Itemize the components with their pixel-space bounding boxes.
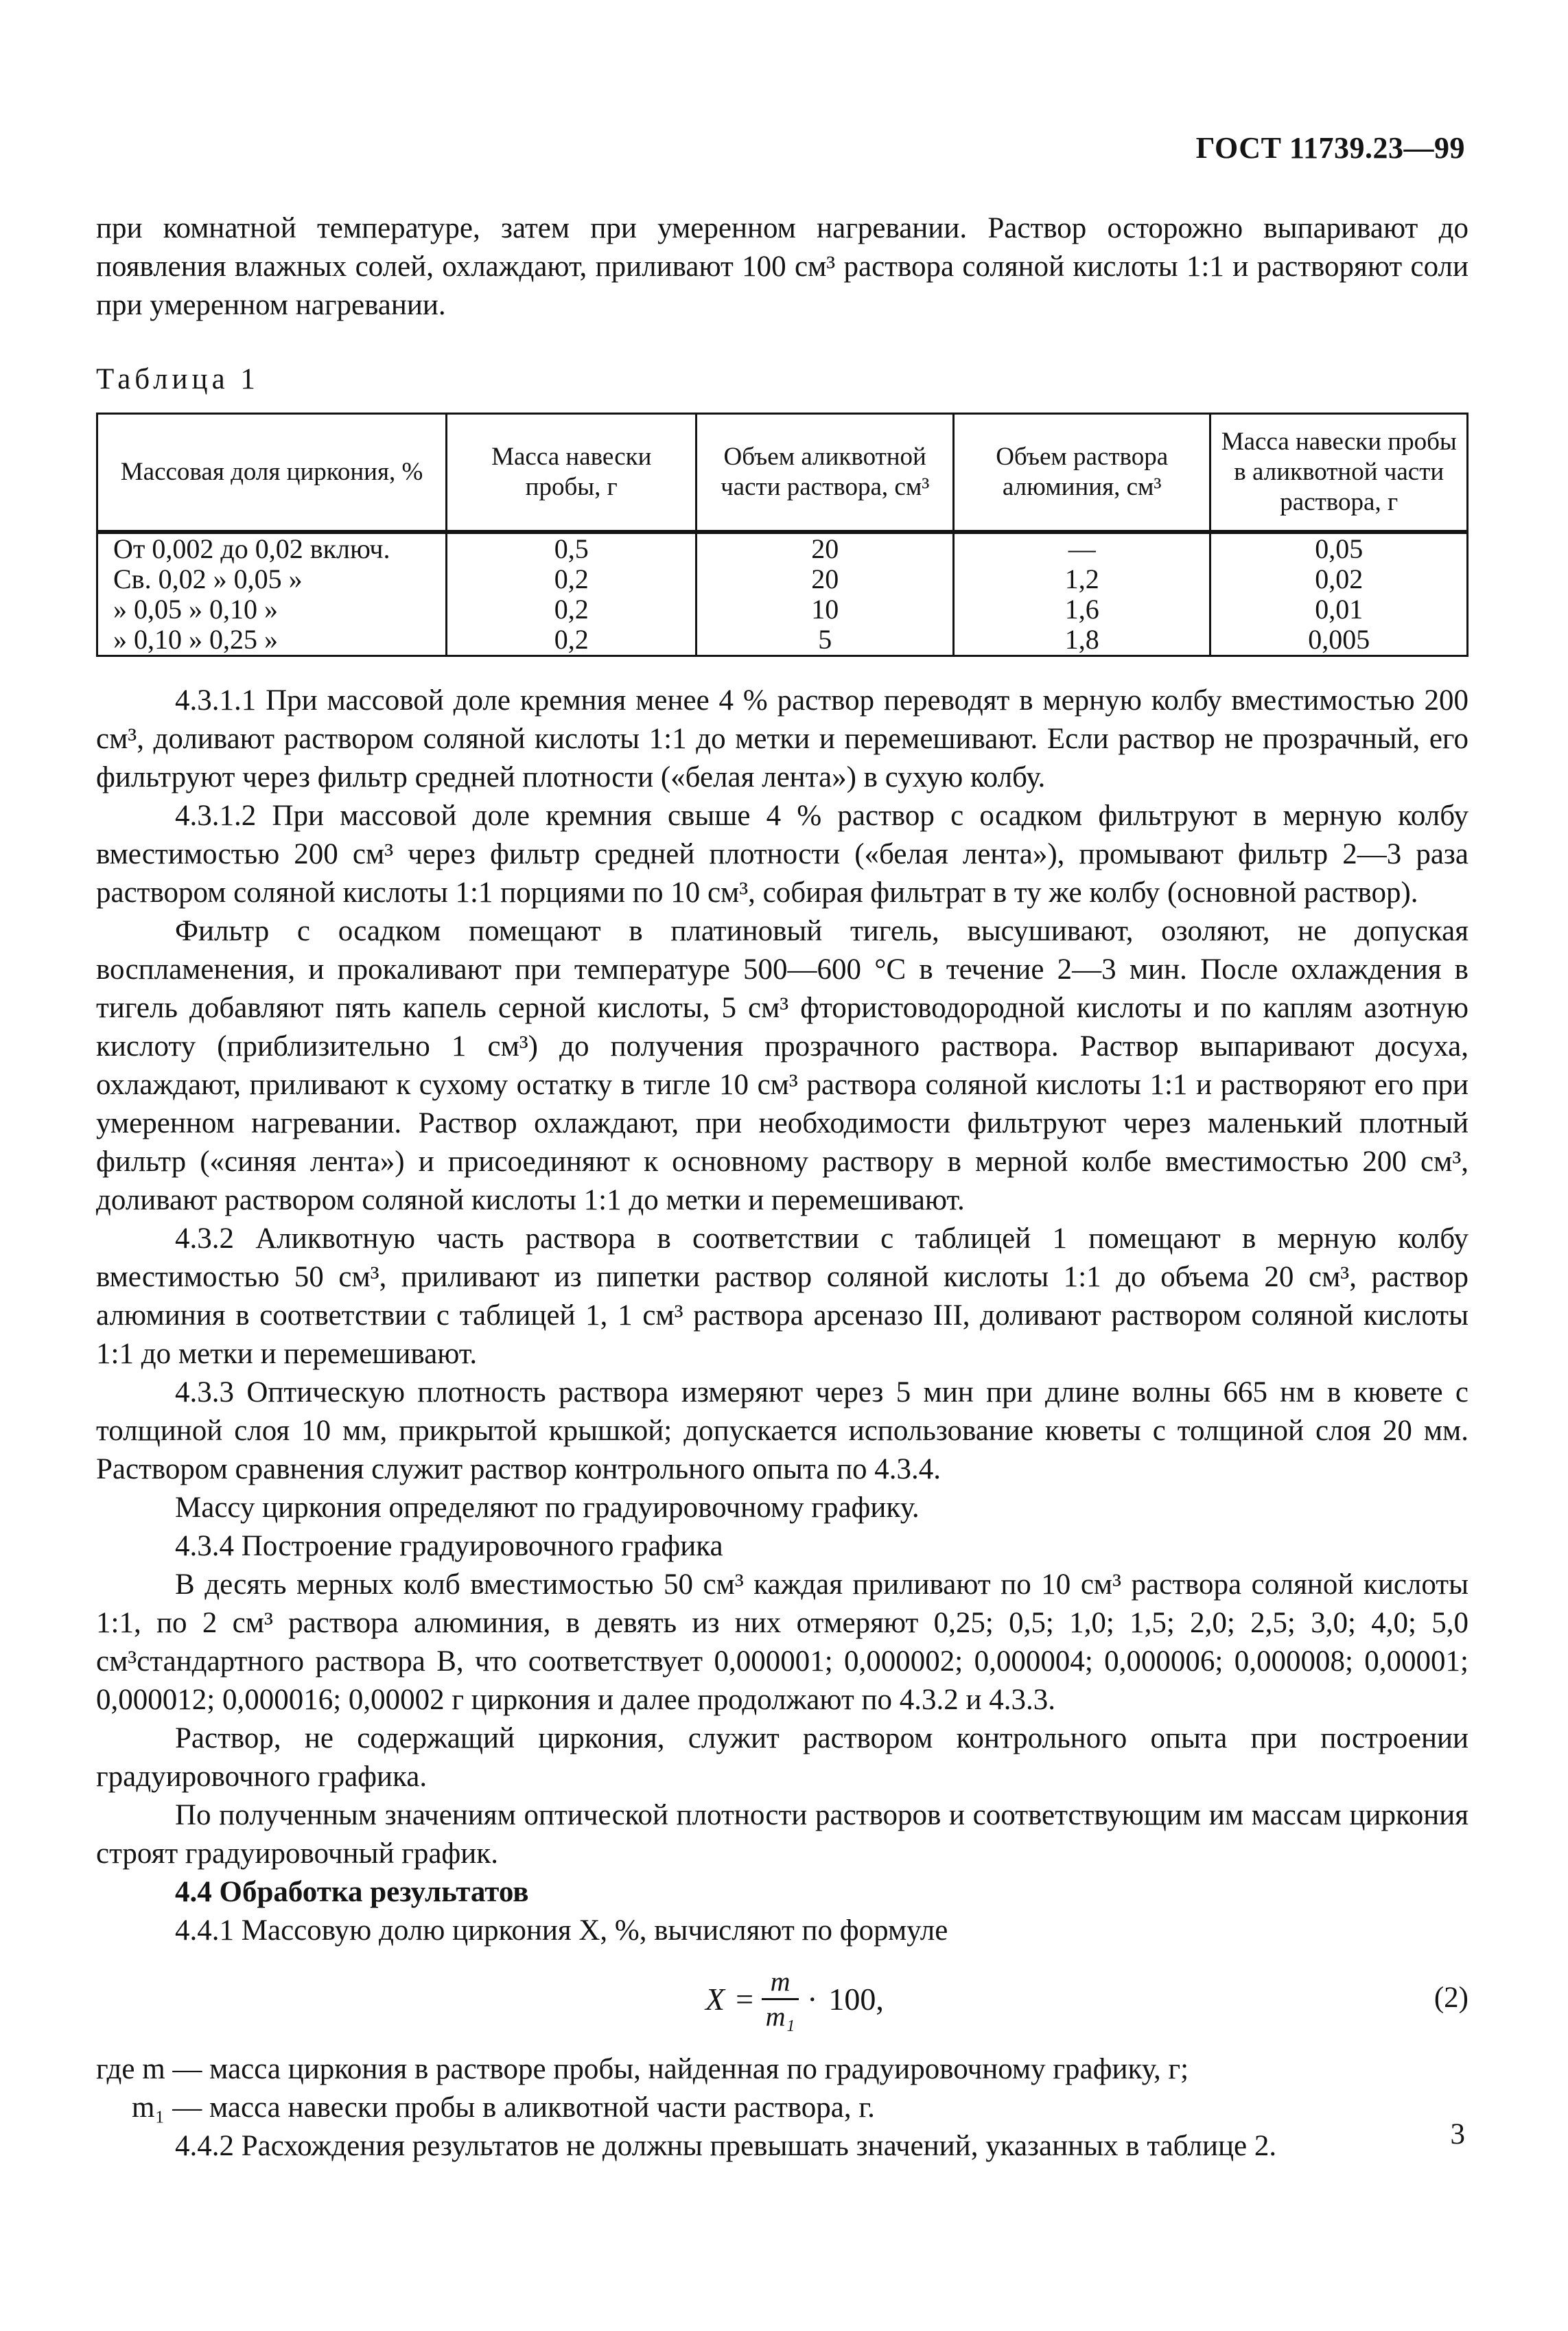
formula-number: (2)	[1434, 1982, 1468, 2014]
paragraph-4-3-1-2: 4.3.1.2 При массовой доле кремния свыше 4 % раствор с осадком фильтруют в мерную колбу вместимостью 200 см³ через фильтр средней плотности («белая лента»), промывают фильтр 2—3 раза раствором соляной кислоты 1:1 порциями по 10 см³, собирая фильтрат в ту же колбу (основной раствор).	[96, 800, 1468, 909]
paragraph-4-3-3: 4.3.3 Оптическую плотность раствора измеряют через 5 мин при длине волны 665 нм в кювете с толщиной слоя 10 мм, прикрытой крышкой; допускается использование кюветы с толщиной слоя 20 мм. Раствором сравнения служит раствор контрольного опыта по 4.3.4.	[96, 1376, 1468, 1485]
paragraph-calibration: По полученным значениям оптической плотности растворов и соответствующим им массам циркония строят градуировочный график.	[96, 1799, 1468, 1870]
formula-numerator: m	[770, 1966, 791, 1997]
table-cell: —	[953, 532, 1210, 564]
paragraph-no-zirconium: Раствор, не содержащий циркония, служит раствором контрольного опыта при построении градуировочного графика.	[96, 1722, 1468, 1793]
intro-paragraph: при комнатной температуре, затем при умеренном нагревании. Раствор осторожно выпаривают до появления влажных солей, охлаждают, приливают 100 см³ раствора соляной кислоты 1:1 и растворяют соли при умеренном нагревании.	[96, 212, 1468, 321]
paragraph-4-3-1-1: 4.3.1.1 При массовой доле кремния менее 4 % раствор переводят в мерную колбу вместимостью 200 см³, доливают раствором соляной кислоты 1:1 до метки и перемешивают. Если раствор не прозрачный, его фильтруют через фильтр средней плотности («белая лента») в сухую колбу.	[96, 684, 1468, 793]
definition-m1: m₁ — масса навески пробы в аликвотной части раствора, г.	[132, 2091, 875, 2124]
formula	[700, 1965, 889, 2033]
table-cell: 0,5	[447, 532, 697, 564]
table-cell: » 0,10 » 0,25 »	[97, 625, 447, 656]
formula-block	[96, 1965, 1468, 2046]
table-row	[97, 564, 1468, 594]
table-header-cell: Массовая доля циркония, %	[97, 414, 447, 533]
paragraph-mass-zirconium: Массу циркония определяют по градуировочному графику.	[175, 1492, 920, 1524]
formula-denominator: m₁	[765, 2001, 795, 2032]
table-cell: Св. 0,02 » 0,05 »	[97, 564, 447, 594]
paragraph-4-4-1: 4.4.1 Массовую долю циркония X, %, вычисляют по формуле	[175, 1914, 948, 1947]
table-cell: От 0,002 до 0,02 включ.	[97, 532, 447, 564]
table-header-cell: Масса навески пробы, г	[447, 414, 697, 533]
table-cell: 0,01	[1210, 594, 1468, 625]
table-cell: 0,2	[447, 594, 697, 625]
table-cell: 0,2	[447, 564, 697, 594]
formula-lhs: X	[705, 1981, 725, 2017]
paragraph-4-3-4: 4.3.4 Построение градуировочного графика	[175, 1530, 723, 1562]
table-cell: 1,2	[953, 564, 1210, 594]
definition-m: где m — масса циркония в растворе пробы, найденная по градуировочному графику, г;	[96, 2053, 1189, 2085]
table-cell: » 0,05 » 0,10 »	[97, 594, 447, 625]
table-cell: 20	[697, 532, 954, 564]
table-cell: 0,2	[447, 625, 697, 656]
formula-equals: =	[736, 1981, 754, 2017]
formula-constant: 100,	[828, 1981, 884, 2017]
table-header-cell: Объем раствора алюминия, см³	[953, 414, 1210, 533]
table-cell: 0,05	[1210, 532, 1468, 564]
table-row	[97, 532, 1468, 564]
data-table	[96, 413, 1468, 657]
table-cell: 0,02	[1210, 564, 1468, 594]
paragraph-4-3-2: 4.3.2 Аликвотную часть раствора в соответствии с таблицей 1 помещают в мерную колбу вместимостью 50 см³, приливают из пипетки раствор соляной кислоты 1:1 до объема 20 см³, раствор алюминия в соответствии с таблицей 1, 1 см³ раствора арсеназо III, доливают раствором соляной кислоты 1:1 до метки и перемешивают.	[96, 1222, 1468, 1370]
table-cell: 20	[697, 564, 954, 594]
table-header-row	[97, 414, 1468, 533]
page-number: 3	[1450, 2118, 1465, 2150]
paragraph-filter: Фильтр с осадком помещают в платиновый тигель, высушивают, озоляют, не допуская воспламенения, и прокаливают при температуре 500—600 °С в течение 2—3 мин. После охлаждения в тигель добавляют пять капель серной кислоты, 5 см³ фтористоводородной кислоты и по каплям азотную кислоту (приблизительно 1 см³) до получения прозрачного раствора. Раствор выпаривают досуха, охлаждают, приливают к сухому остатку в тигле 10 см³ раствора соляной кислоты 1:1 и растворяют его при умеренном нагревании. Раствор охлаждают, при необходимости фильтруют через маленький плотный фильтр («синяя лента») и присоединяют к основному раствору в мерной колбе вместимостью 200 см³, доливают раствором соляной кислоты 1:1 до метки и перемешивают.	[96, 915, 1468, 1216]
table-cell: 1,6	[953, 594, 1210, 625]
table-cell: 10	[697, 594, 954, 625]
table-header-cell: Объем аликвотной части раствора, см³	[697, 414, 954, 533]
paragraph-4-4-2: 4.4.2 Расхождения результатов не должны превышать значений, указанных в таблице 2.	[175, 2130, 1277, 2162]
document-code-header: ГОСТ 11739.23—99	[1195, 131, 1465, 165]
section-heading-4-4: 4.4 Обработка результатов	[175, 1876, 529, 1908]
paragraph-ten-flasks: В десять мерных колб вместимостью 50 см³ каждая приливают по 10 см³ раствора соляной кислоты 1:1, по 2 см³ раствора алюминия, в девять из них отмеряют 0,25; 0,5; 1,0; 1,5; 2,0; 2,5; 3,0; 4,0; 5,0 см³стандартного раствора В, что соответствует 0,000001; 0,000002; 0,000004; 0,000006; 0,000008; 0,00001; 0,000012; 0,000016; 0,00002 г циркония и далее продолжают по 4.3.2 и 4.3.3.	[96, 1568, 1468, 1716]
table-header-cell: Масса навески пробы в аликвотной части раствора, г	[1210, 414, 1468, 533]
table-caption: Таблица 1	[96, 363, 259, 395]
formula-fraction	[762, 1965, 799, 2033]
table-cell: 1,8	[953, 625, 1210, 656]
formula-dot: ·	[807, 1981, 818, 2017]
table-cell: 0,005	[1210, 625, 1468, 656]
table-cell: 5	[697, 625, 954, 656]
table-row	[97, 594, 1468, 625]
page-content	[96, 209, 1468, 2166]
table-row	[97, 625, 1468, 656]
